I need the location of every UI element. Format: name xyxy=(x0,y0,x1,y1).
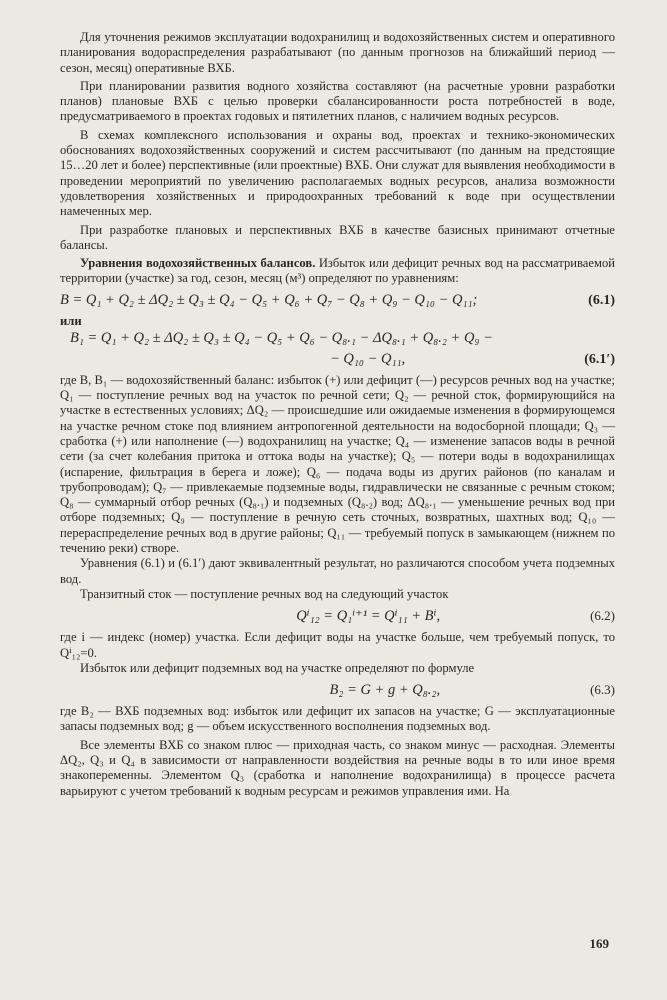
paragraph-base-balances: При разработке плановых и перспективных ВХБ в качестве базисных принимают отчетные балансы. xyxy=(60,222,615,252)
paragraph-groundwater-definitions: где B₂ — ВХБ подземных вод: избыток или дефицит их запасов на участке; G — эксплуатационные запасы подземных вод; g — объем искусственного восполнения подземных вод. xyxy=(60,704,615,734)
equation-6-3-body: B₂ = G + g + Q₈.₂, xyxy=(329,682,441,699)
section-heading-balance-equations: Уравнения водохозяйственных балансов. xyxy=(80,256,316,271)
conjunction-or: или xyxy=(60,313,82,328)
paragraph-transit-flow: Транзитный сток — поступление речных вод на следующий участок xyxy=(80,586,449,601)
paragraph-balance-elements: Все элементы ВХБ со знаком плюс — приходная часть, со знаком минус — расходная. Элементы ΔQ₂, Q₃ и Q₄ в зависимости от направленности воздействия на речные воды в то или иное время знакопеременны. Элементом Q₃ (сработка и наполнение водохранилища) в процессе расчета варьируют с учетом требований к водным ресурсам и режимов управления ими. На xyxy=(60,737,615,798)
paragraph-index-definition: где i — индекс (номер) участка. Если дефицит воды на участке больше, чем требуемый попуск, то Qⁱ₁₂=0. xyxy=(60,630,615,660)
paragraph-perspective-balances: В схемах комплексного использования и охраны вод, проектах и технико-экономических обоснованиях водохозяйственных сооружений и систем рассчитывают (по данным на предстоящие 15…20 лет и более) перспективные (или проектные) ВХБ. Они служат для выявления необходимости в проведении мероприятий по увеличению располагаемых водных ресурсов, анализа возможности удовлетворения хозяйственных и природоохранных требований к воде при осуществлении намеченных мер. xyxy=(60,127,616,219)
paragraph-equations-intro-text: Избыток или дефицит речных вод на рассматриваемой территории (участке) за год, сезон, месяц (м³) определяют по уравнениям: xyxy=(60,256,615,286)
paragraph-planned-balances: При планировании развития водного хозяйства составляют (на расчетные уровни разработки планов) плановые ВХБ с целью проверки сбалансированности роста потребностей в воде, предусматриваемого в проектах годовых и пятилетних планов, с наличием водных ресурсов. xyxy=(60,78,615,124)
equation-6-2-body: Qⁱ₁₂ = Q₁ⁱ⁺¹ = Qⁱ₁₁ + Bⁱ, xyxy=(296,608,441,625)
equation-6-1-number: (6.1) xyxy=(588,292,615,308)
equation-6-3-number: (6.3) xyxy=(590,682,615,698)
paragraph-symbol-definitions: где B, B₁ — водохозяйственный баланс: избыток (+) или дефицит (—) ресурсов речных вод на участке; Q₁ — поступление речных вод на участок по речной сети; Q₂ — речной сток, формирующийся на участке в естественных условиях; ΔQ₂ — происшедшие или ожидаемые изменения в формирующемся на участке речном стоке под влиянием антропогенной деятельности на водосборной площади; Q₃ — сработка (+) или наполнение (—) водохранилищ на участке; Q₄ — изменение запасов воды в речной сети (за счет колебания притока и оттока воды на участке); Q₅ — потери воды в водохранилищах (испарение, фильтрация в берега и ложе); Q₆ — подача воды из других районов (по каналам и трубопроводам); Q₇ — привлекаемые подземные воды, гидравлически не связанные с речным стоком; Q₈ — суммарный отбор речных (Q₈.₁) и подземных (Q₈.₂) вод; ΔQ₈.₁ — уменьшение речных вод при отборе подземных; Q₉ — поступление в речную сеть сточных, возвратных, шахтных вод; Q₁₀ — перераспределение речных вод в другие районы; Q₁₁ — требуемый попуск в замыкающем (нижнем по течению реки) створе. xyxy=(60,372,615,556)
equation-6-2-number: (6.2) xyxy=(590,608,615,624)
page-number: 169 xyxy=(589,936,609,951)
equation-6-1-prime-line2 xyxy=(60,350,615,369)
equation-6-1 xyxy=(60,291,615,310)
equation-6-3 xyxy=(60,680,615,700)
paragraph-groundwater-intro: Избыток или дефицит подземных вод на участке определяют по формуле xyxy=(80,660,475,675)
equation-6-2 xyxy=(60,606,615,626)
equation-6-1-body: B = Q₁ + Q₂ ± ΔQ₂ ± Q₃ ± Q₄ − Q₅ + Q₆ + Q₇ − Q₈ + Q₉ − Q₁₀ − Q₁₁; xyxy=(60,291,478,308)
paragraph-equations-intro xyxy=(60,256,615,287)
paragraph-equivalence: Уравнения (6.1) и (6.1′) дают эквивалентный результат, но различаются способом учета подземных вод. xyxy=(60,556,615,586)
equation-6-1-prime-number: (6.1′) xyxy=(584,351,615,367)
equation-6-1-prime-line1 xyxy=(60,329,615,348)
paragraph-operative-balances: Для уточнения режимов эксплуатации водохранилищ и водохозяйственных систем и оперативного планирования водораспределения разрабатывают (по данным прогнозов на ближайший период — сезон, месяц) оперативные ВХБ. xyxy=(60,30,615,75)
equation-6-1-prime-body-line1: B₁ = Q₁ + Q₂ ± ΔQ₂ ± Q₃ ± Q₄ − Q₅ + Q₆ − Q₈.₁ − ΔQ₈.₁ + Q₈.₂ + Q₉ − xyxy=(70,329,493,346)
equation-6-1-prime-body-line2: − Q₁₀ − Q₁₁, xyxy=(330,350,406,367)
